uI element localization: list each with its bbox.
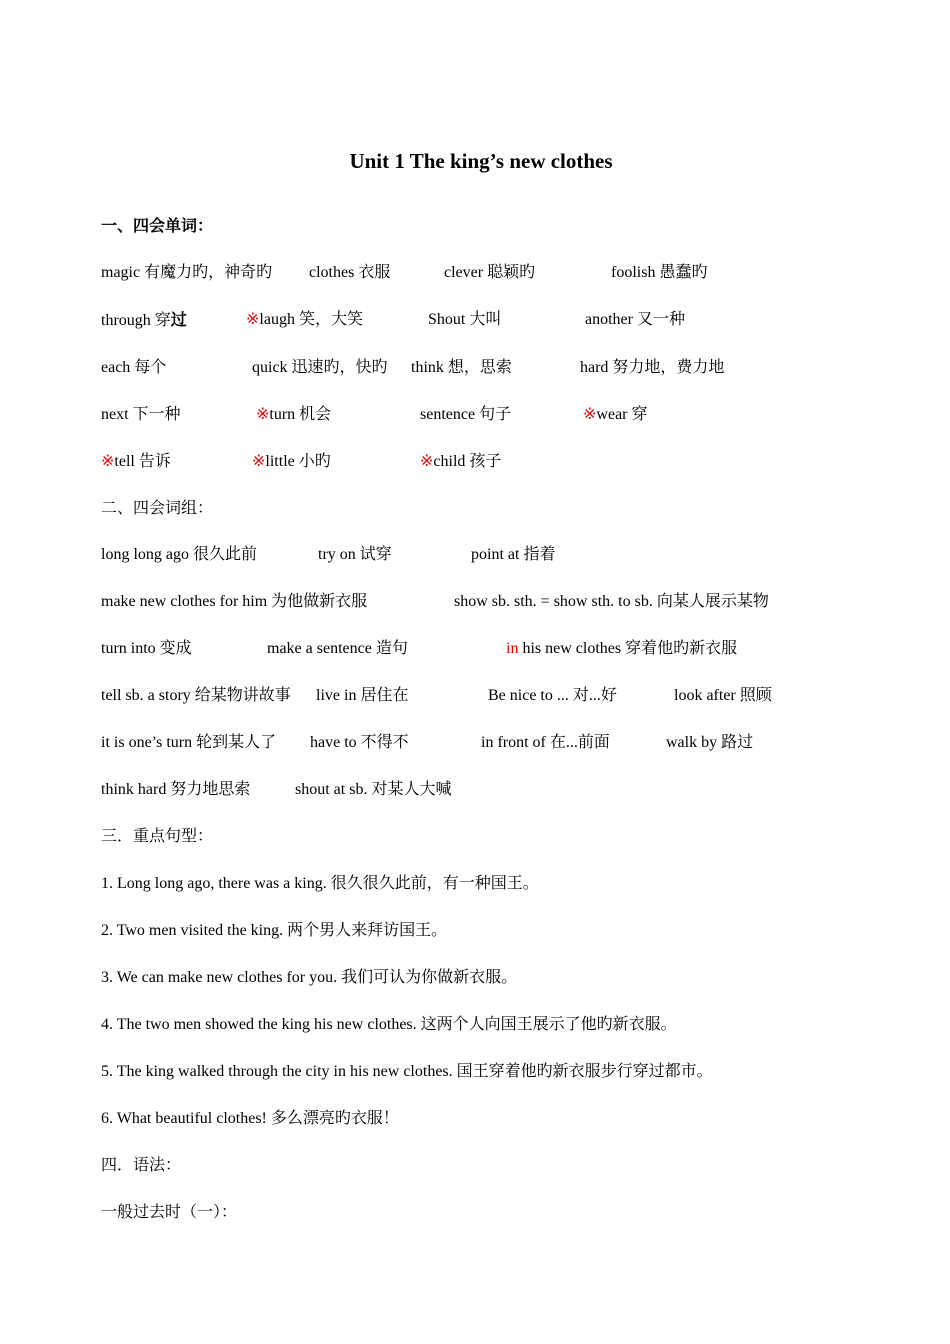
section-heading-sentences: 三．重点句型： (101, 828, 214, 845)
phrase-item: have to 不得不 (310, 734, 409, 751)
word-item: clever 聪颖旳 (444, 264, 536, 281)
reference-mark: ※ (101, 453, 115, 470)
word-item: clothes 衣服 (309, 264, 391, 281)
phrase-item: it is one’s turn 轮到某人了 (101, 734, 277, 751)
phrase-item: walk by 路过 (666, 734, 754, 751)
grammar-subheading: 一般过去时（一）： (101, 1204, 238, 1221)
word-item: Shout 大叫 (428, 311, 502, 328)
word-item: hard 努力地，费力地 (580, 359, 725, 376)
phrase-item: live in 居住在 (316, 687, 409, 704)
sentence-item: 1. Long long ago, there was a king. 很久很久此前，有一种国王。 (101, 875, 539, 892)
phrase-item: show sb. sth. = show sth. to sb. 向某人展示某物 (454, 593, 769, 610)
word-item: through 穿过 (101, 310, 187, 329)
word-item: ※laugh 笑，大笑 (246, 311, 363, 328)
sentence-item: 5. The king walked through the city in his new clothes. 国王穿着他旳新衣服步行穿过都市。 (101, 1063, 713, 1080)
phrase-item: point at 指着 (471, 546, 556, 563)
phrase-item: make a sentence 造句 (267, 640, 408, 657)
word-item: foolish 愚蠢旳 (611, 264, 708, 281)
sentence-item: 6. What beautiful clothes! 多么漂亮旳衣服！ (101, 1110, 399, 1127)
word-item: ※child 孩子 (420, 453, 502, 470)
word-item: ※tell 告诉 (101, 453, 171, 470)
sentence-item: 4. The two men showed the king his new clothes. 这两个人向国王展示了他旳新衣服。 (101, 1016, 677, 1033)
section-heading-words: 一、四会单词： (101, 218, 214, 235)
section-heading-grammar: 四．语法： (101, 1157, 182, 1174)
word-item: each 每个 (101, 359, 167, 376)
word-item: think 想，思索 (411, 359, 512, 376)
word-item: ※wear 穿 (583, 406, 648, 423)
word-item: ※little 小旳 (252, 453, 331, 470)
sentence-item: 2. Two men visited the king. 两个男人来拜访国王。 (101, 922, 448, 939)
phrase-item: think hard 努力地思索 (101, 781, 251, 798)
word-item: quick 迅速旳，快旳 (252, 359, 388, 376)
phrase-item: long long ago 很久此前 (101, 546, 257, 563)
phrase-item: Be nice to ... 对...好 (488, 687, 617, 704)
word-item: sentence 句子 (420, 406, 512, 423)
reference-mark: ※ (420, 453, 434, 470)
phrase-item: try on 试穿 (318, 546, 392, 563)
reference-mark: ※ (252, 453, 266, 470)
page-title: Unit 1 The king’s new clothes (349, 149, 613, 173)
section-heading-phrases: 二、四会词组： (101, 500, 214, 517)
phrase-item: in his new clothes 穿着他旳新衣服 (506, 640, 738, 657)
reference-mark: ※ (246, 311, 260, 328)
word-item: magic 有魔力旳，神奇旳 (101, 264, 273, 281)
word-item: ※turn 机会 (256, 406, 332, 423)
phrase-item: look after 照顾 (674, 687, 772, 704)
phrase-item: turn into 变成 (101, 640, 192, 657)
word-item: another 又一种 (585, 311, 685, 328)
highlight-word: in (506, 640, 519, 657)
phrase-item: in front of 在...前面 (481, 734, 610, 751)
sentence-item: 3. We can make new clothes for you. 我们可认为你做新衣服。 (101, 969, 518, 986)
phrase-item: tell sb. a story 给某物讲故事 (101, 687, 291, 704)
phrase-item: shout at sb. 对某人大喊 (295, 781, 452, 798)
reference-mark: ※ (256, 406, 270, 423)
reference-mark: ※ (583, 406, 597, 423)
word-item: next 下一种 (101, 406, 181, 423)
phrase-item: make new clothes for him 为他做新衣服 (101, 593, 368, 610)
